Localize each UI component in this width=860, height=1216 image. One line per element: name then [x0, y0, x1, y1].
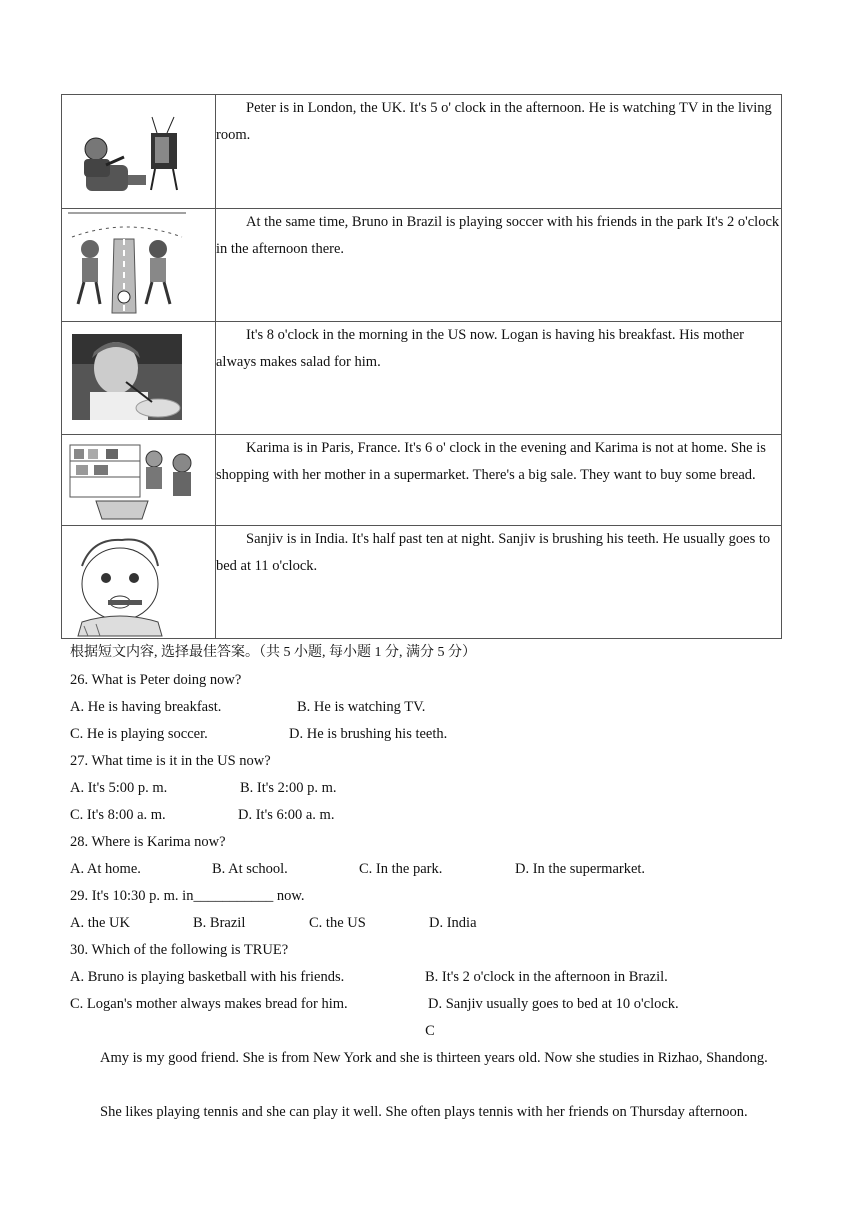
- question-27-option-c: C. It's 8:00 a. m.: [70, 807, 166, 823]
- question-28-option-b: B. At school.: [212, 861, 288, 877]
- question-27-option-b: B. It's 2:00 p. m.: [240, 780, 337, 796]
- passage-row: [62, 435, 782, 526]
- question-28-option-a: A. At home.: [70, 861, 141, 877]
- question-27-option-a: A. It's 5:00 p. m.: [70, 780, 168, 796]
- question-30-option-d: D. Sanjiv usually goes to bed at 10 o'clock.: [428, 996, 679, 1012]
- question-30-option-c: C. Logan's mother always makes bread for him.: [70, 996, 348, 1012]
- picture-cell: [62, 435, 216, 526]
- passage-text: Peter is in London, the UK. It's 5 o' clock in the afternoon. He is watching TV in the living room.: [216, 95, 782, 209]
- question-29-option-a: A. the UK: [70, 915, 131, 931]
- question-28-option-d: D. In the supermarket.: [515, 861, 646, 877]
- question-29-option-b: B. Brazil: [193, 915, 246, 931]
- question-29-stem: 29. It's 10:30 p. m. in___________ now.: [70, 888, 305, 904]
- question-27-option-d: D. It's 6:00 a. m.: [238, 807, 335, 823]
- instruction-text: 根据短文内容, 选择最佳答案。（共 5 小题, 每小题 1 分, 满分 5 分）: [70, 645, 476, 660]
- question-26-option-d: D. He is brushing his teeth.: [289, 726, 448, 742]
- passage-row: [62, 95, 782, 209]
- question-26-option-b: B. He is watching TV.: [297, 699, 426, 715]
- question-26-option-c: C. He is playing soccer.: [70, 726, 208, 742]
- question-28-stem: 28. Where is Karima now?: [70, 834, 226, 850]
- watching-tv-illustration: [62, 95, 215, 207]
- passage-text: It's 8 o'clock in the morning in the US now. Logan is having his breakfast. His mother always makes salad for him.: [216, 322, 782, 435]
- passage-text: At the same time, Bruno in Brazil is playing soccer with his friends in the park It's 2 o'clock in the afternoon there.: [216, 209, 782, 322]
- section-c-paragraph: Amy is my good friend. She is from New York and she is thirteen years old. Now she studies in Rizhao, Shandong.: [100, 1050, 768, 1066]
- supermarket-illustration: [62, 435, 215, 525]
- section-c-paragraph: She likes playing tennis and she can play it well. She often plays tennis with her friends on Thursday afternoon.: [100, 1104, 748, 1120]
- playing-soccer-illustration: [62, 209, 215, 321]
- question-30-option-a: A. Bruno is playing basketball with his friends.: [70, 969, 345, 985]
- breakfast-photo: [62, 322, 215, 434]
- question-30-option-b: B. It's 2 o'clock in the afternoon in Brazil.: [425, 969, 668, 985]
- picture-cell: [62, 95, 216, 209]
- passage-text: Sanjiv is in India. It's half past ten at night. Sanjiv is brushing his teeth. He usually goes to bed at 11 o'clock.: [216, 526, 782, 639]
- passage-row: [62, 209, 782, 322]
- passage-table: [61, 94, 782, 639]
- brushing-teeth-illustration: [62, 526, 215, 638]
- question-26-stem: 26. What is Peter doing now?: [70, 672, 242, 688]
- question-30-stem: 30. Which of the following is TRUE?: [70, 942, 289, 958]
- passage-row: [62, 322, 782, 435]
- question-27-stem: 27. What time is it in the US now?: [70, 753, 271, 769]
- picture-cell: [62, 322, 216, 435]
- question-29-option-c: C. the US: [309, 915, 366, 931]
- passage-text: Karima is in Paris, France. It's 6 o' clock in the evening and Karima is not at home. She is shopping with her mother in a supermarket. There's a big sale. They want to buy some bread.: [216, 435, 782, 526]
- picture-cell: [62, 209, 216, 322]
- section-c-heading: C: [425, 1023, 435, 1039]
- question-26-option-a: A. He is having breakfast.: [70, 699, 222, 715]
- question-28-option-c: C. In the park.: [359, 861, 443, 877]
- passage-row: [62, 526, 782, 639]
- question-29-option-d: D. India: [429, 915, 477, 931]
- picture-cell: [62, 526, 216, 639]
